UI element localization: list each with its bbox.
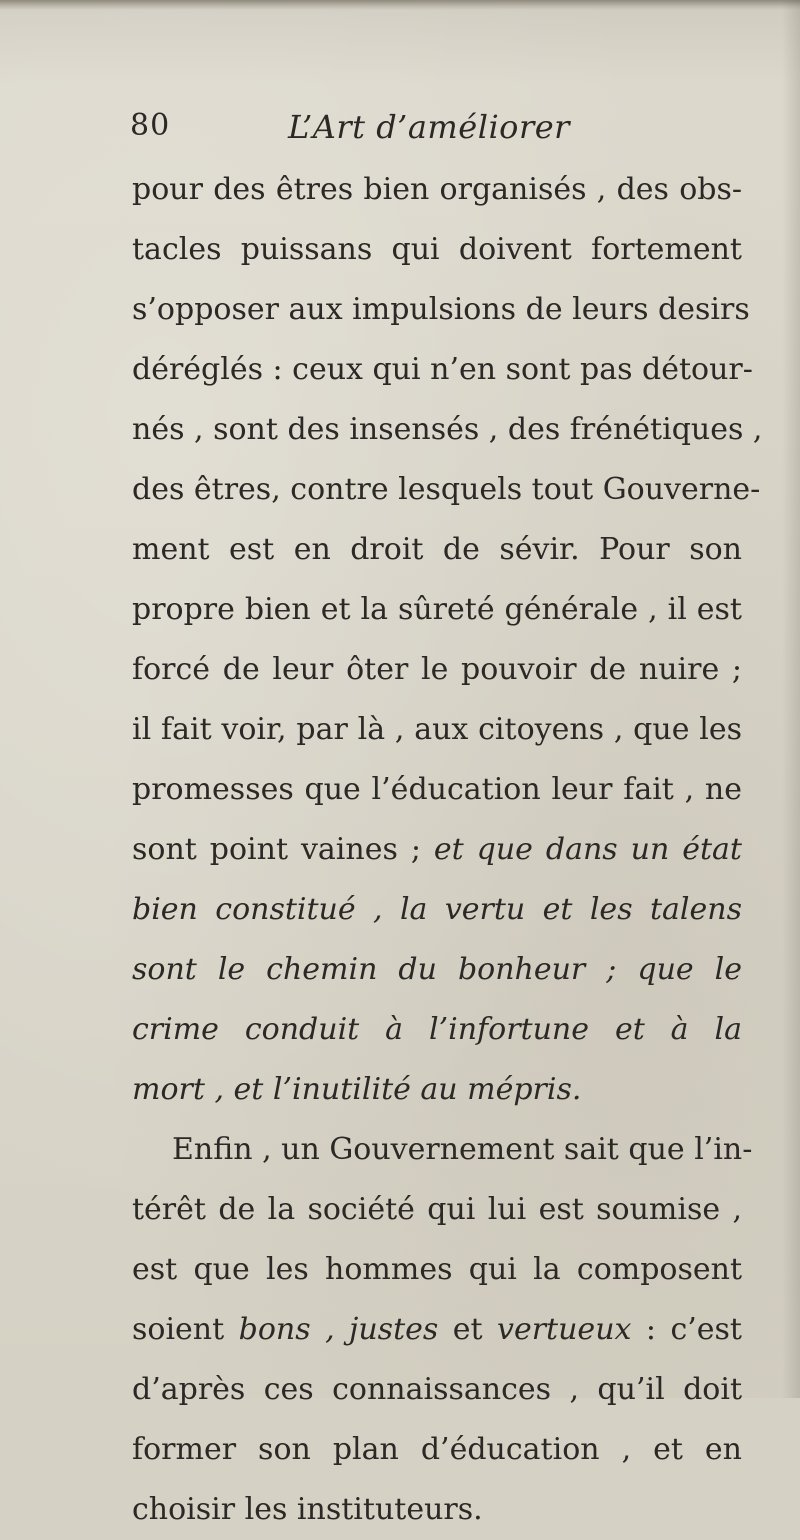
text-segment: soient [132,1312,239,1347]
italic-segment: vertueux [497,1312,632,1347]
text-line: forcé de leur ôter le pouvoir de nuire ; [132,652,742,687]
text-line: choisir les instituteurs. [132,1492,483,1527]
text-segment: et [438,1312,498,1347]
text-line: sont le chemin du bonheur ; que le [132,952,742,987]
text-line: former son plan d’éducation , et en [132,1432,742,1467]
text-line: crime conduit à l’infortune et à la [132,1012,742,1047]
running-title: L’Art d’améliorer [288,108,570,146]
text-line: térêt de la société qui lui est soumise , [132,1192,742,1227]
text-line: est que les hommes qui la composent [132,1252,742,1287]
text-segment: sont point vaines ; [132,832,434,867]
page-top-edge [0,0,800,10]
text-line: déréglés : ceux qui n’en sont pas détour- [132,352,753,387]
text-line: bien constitué , la vertu et les talens [132,892,742,927]
text-line: mort , et l’inutilité au mépris. [132,1072,582,1107]
page-right-shadow [782,0,800,1398]
text-line [132,1300,742,1360]
text-line: Enfin , un Gouvernement sait que l’in- [172,1132,753,1167]
text-line: promesses que l’éducation leur fait , ne [132,772,742,807]
body-text [132,160,763,1540]
text-line: propre bien et la sûreté générale , il est [132,592,742,627]
text-line: ment est en droit de sévir. Pour son [132,532,742,567]
text-line: il fait voir, par là , aux citoyens , que les [132,712,742,747]
text-line [132,820,742,880]
page-number: 80 [130,108,171,143]
text-line: des êtres, contre lesquels tout Gouverne- [132,472,761,507]
text-line: pour des êtres bien organisés , des obs- [132,172,742,207]
page-header [130,108,690,148]
text-segment: : c’est [631,1312,742,1347]
text-line: s’opposer aux impulsions de leurs desirs [132,292,750,327]
text-line: tacles puissans qui doivent fortement [132,232,742,267]
text-line: nés , sont des insensés , des frénétiques , [132,412,763,447]
text-line: d’après ces connaissances , qu’il doit [132,1372,742,1407]
italic-segment: et que dans un état [433,832,742,867]
italic-segment: bons , justes [238,1312,439,1347]
